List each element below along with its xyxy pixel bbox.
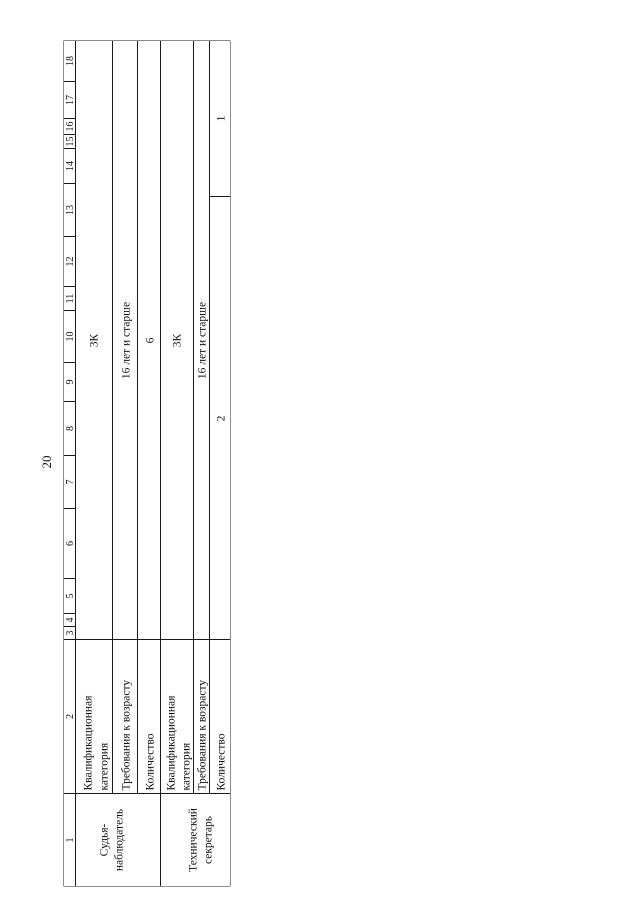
col-number-4: 4 — [65, 617, 76, 623]
col-number-2: 2 — [65, 714, 76, 719]
technical-secretary-role-part: Технический — [187, 808, 200, 872]
col-number-8: 8 — [65, 426, 76, 431]
col-number-7: 7 — [65, 479, 76, 485]
col-number-18: 18 — [65, 56, 76, 66]
judge-qualification-value: 3К — [88, 333, 101, 348]
col-number-5: 5 — [65, 593, 76, 599]
technical-secretary-group — [166, 115, 228, 872]
col-number-13: 13 — [65, 205, 76, 215]
col-number-9: 9 — [65, 379, 76, 385]
judge-age-label: Требования к возрасту — [120, 679, 133, 791]
secretary-age-value: 16 лет и старше — [196, 301, 209, 380]
col-number-12: 12 — [65, 256, 76, 267]
secretary-count-value-left: 2 — [215, 415, 228, 422]
col-number-16: 16 — [65, 121, 76, 132]
technical-secretary-role-part: секретарь — [202, 815, 215, 865]
col-number-3: 3 — [65, 630, 76, 636]
secretary-count-label: Количество — [215, 733, 228, 791]
judge-age-value: 16 лет и старше — [120, 301, 133, 380]
technical-secretary-role — [188, 808, 215, 872]
col-number-11: 11 — [65, 293, 76, 304]
judge-observer-role-line1-part: Судья- — [98, 823, 111, 857]
judge-qualification-label-line1: Квалификационная — [82, 695, 95, 791]
secretary-age-label: Требования к возрасту — [196, 679, 209, 791]
judge-count-value: 6 — [144, 337, 157, 344]
col-number-1: 1 — [65, 837, 76, 843]
judge-observer-role-line1-part: наблюдатель — [113, 808, 126, 872]
judge-observer-role-line1 — [99, 809, 126, 871]
secretary-qualification-label-line2: категория — [180, 742, 193, 791]
judge-qualification-label-line2: категория — [98, 742, 111, 791]
judge-observer-group — [83, 302, 157, 871]
col-number-15: 15 — [65, 136, 76, 147]
secretary-qualification-value: 3К — [171, 333, 184, 348]
col-number-6: 6 — [65, 541, 76, 546]
col-number-17: 17 — [65, 95, 76, 105]
secretary-count-value-right: 1 — [215, 115, 228, 122]
page-number: 20 — [39, 455, 54, 469]
col-number-10: 10 — [65, 331, 76, 342]
table — [64, 41, 231, 887]
header-row — [65, 56, 76, 843]
table-svg — [64, 41, 231, 887]
col-number-14: 14 — [65, 161, 76, 171]
judge-count-label: Количество — [144, 733, 157, 791]
secretary-qualification-label-line1: Квалификационная — [165, 695, 178, 791]
